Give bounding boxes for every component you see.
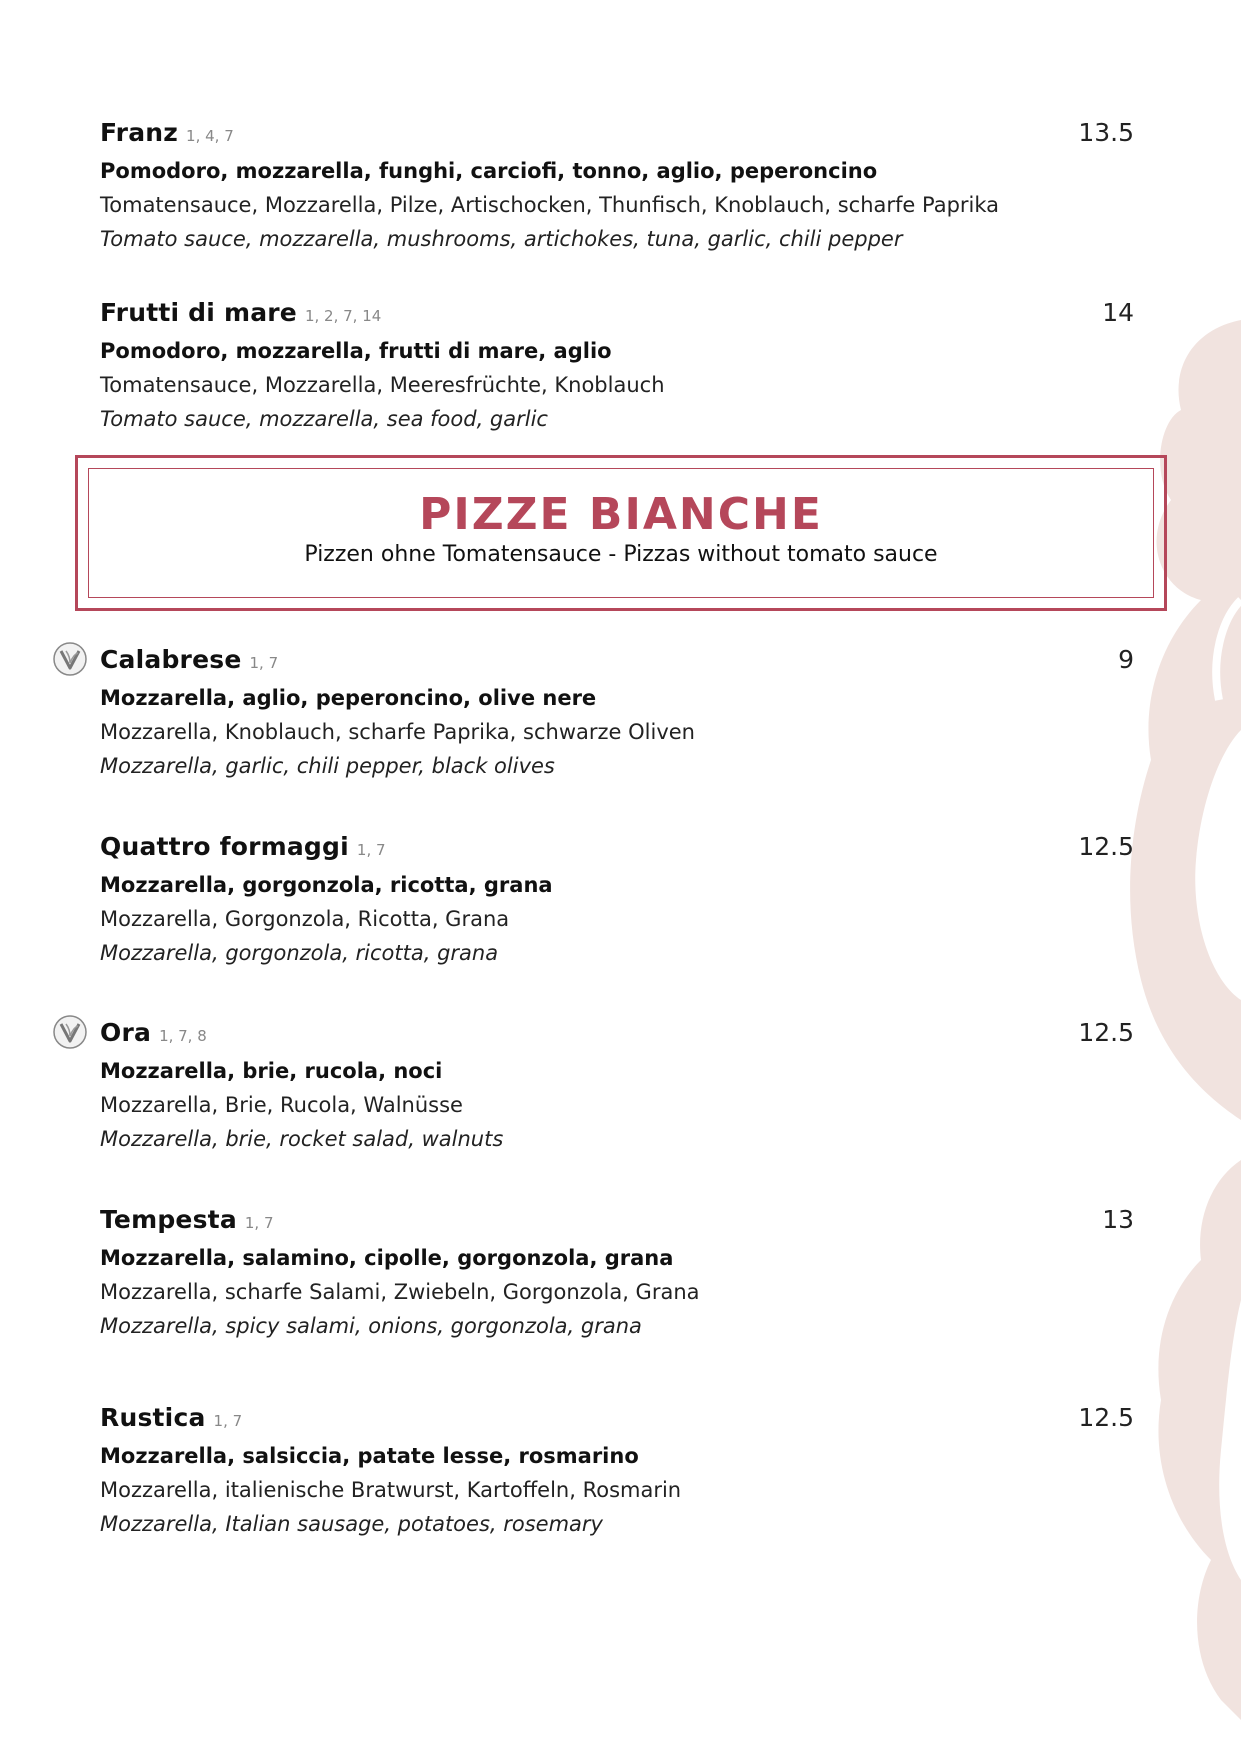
item-price: 14: [1102, 298, 1134, 327]
item-allergens: 1, 2, 7, 14: [304, 307, 382, 325]
section-header-box: [75, 455, 1167, 611]
item-name: Rustica: [100, 1403, 206, 1432]
menu-item-frutti-di-mare: [100, 298, 1134, 436]
item-allergens: 1, 7: [244, 1214, 274, 1232]
item-price: 12.5: [1078, 1403, 1134, 1432]
item-ingredients-english: Mozzarella, garlic, chili pepper, black olives: [100, 754, 555, 778]
item-allergens: 1, 7: [356, 841, 386, 859]
item-ingredients-english: Tomato sauce, mozzarella, mushrooms, artichokes, tuna, garlic, chili pepper: [100, 227, 903, 251]
item-header: [100, 1205, 1134, 1241]
item-ingredients-german: Mozzarella, Gorgonzola, Ricotta, Grana: [100, 907, 510, 931]
menu-item-rustica: [100, 1403, 1134, 1541]
item-ingredients-german: Mozzarella, Knoblauch, scharfe Paprika, schwarze Oliven: [100, 720, 695, 744]
item-ingredients-english: Mozzarella, gorgonzola, ricotta, grana: [100, 941, 499, 965]
item-header: [100, 118, 1134, 154]
item-ingredients-german: Mozzarella, italienische Bratwurst, Kartoffeln, Rosmarin: [100, 1478, 682, 1502]
item-allergens: 1, 7: [213, 1412, 243, 1430]
menu-item-franz: [100, 118, 1134, 256]
item-price: 9: [1118, 645, 1134, 674]
item-ingredients-italian: Mozzarella, brie, rucola, noci: [100, 1059, 443, 1083]
item-ingredients-italian: Mozzarella, salamino, cipolle, gorgonzola, grana: [100, 1246, 674, 1270]
item-header: [100, 298, 1134, 334]
item-ingredients-italian: Pomodoro, mozzarella, frutti di mare, aglio: [100, 339, 612, 363]
item-ingredients-italian: Mozzarella, gorgonzola, ricotta, grana: [100, 873, 553, 897]
item-ingredients-german: Tomatensauce, Mozzarella, Meeresfrüchte, Knoblauch: [100, 373, 665, 397]
item-allergens: 1, 7: [249, 654, 279, 672]
item-ingredients-german: Tomatensauce, Mozzarella, Pilze, Artischocken, Thunfisch, Knoblauch, scharfe Paprika: [100, 193, 1000, 217]
item-name: Tempesta: [100, 1205, 237, 1234]
item-ingredients-english: Mozzarella, spicy salami, onions, gorgonzola, grana: [100, 1314, 642, 1338]
item-header: [100, 645, 1134, 681]
item-ingredients-english: Mozzarella, brie, rocket salad, walnuts: [100, 1127, 504, 1151]
vegetarian-icon: [52, 641, 88, 677]
item-ingredients-german: Mozzarella, Brie, Rucola, Walnüsse: [100, 1093, 463, 1117]
item-header: [100, 1403, 1134, 1439]
menu-item-ora: [100, 1018, 1134, 1156]
section-header-inner: [88, 468, 1154, 598]
item-header: [100, 1018, 1134, 1054]
item-price: 13: [1102, 1205, 1134, 1234]
item-price: 13.5: [1078, 118, 1134, 147]
item-ingredients-english: Tomato sauce, mozzarella, sea food, garlic: [100, 407, 548, 431]
item-name: Calabrese: [100, 645, 242, 674]
item-ingredients-english: Mozzarella, Italian sausage, potatoes, rosemary: [100, 1512, 603, 1536]
item-ingredients-italian: Mozzarella, salsiccia, patate lesse, rosmarino: [100, 1444, 639, 1468]
item-price: 12.5: [1078, 1018, 1134, 1047]
menu-item-tempesta: [100, 1205, 1134, 1343]
vegetarian-icon: [52, 1014, 88, 1050]
item-name: Franz: [100, 118, 179, 147]
section-title: PIZZE BIANCHE: [419, 489, 823, 540]
item-price: 12.5: [1078, 832, 1134, 861]
item-ingredients-german: Mozzarella, scharfe Salami, Zwiebeln, Gorgonzola, Grana: [100, 1280, 700, 1304]
menu-item-calabrese: [100, 645, 1134, 783]
item-header: [100, 832, 1134, 868]
section-subtitle: Pizzen ohne Tomatensauce - Pizzas without tomato sauce: [304, 542, 938, 567]
item-allergens: 1, 4, 7: [186, 127, 234, 145]
item-ingredients-italian: Pomodoro, mozzarella, funghi, carciofi, tonno, aglio, peperoncino: [100, 159, 878, 183]
item-name: Quattro formaggi: [100, 832, 349, 861]
menu-item-quattro-formaggi: [100, 832, 1134, 970]
item-ingredients-italian: Mozzarella, aglio, peperoncino, olive nere: [100, 686, 597, 710]
item-allergens: 1, 7, 8: [159, 1027, 207, 1045]
item-name: Frutti di mare: [100, 298, 297, 327]
item-name: Ora: [100, 1018, 152, 1047]
